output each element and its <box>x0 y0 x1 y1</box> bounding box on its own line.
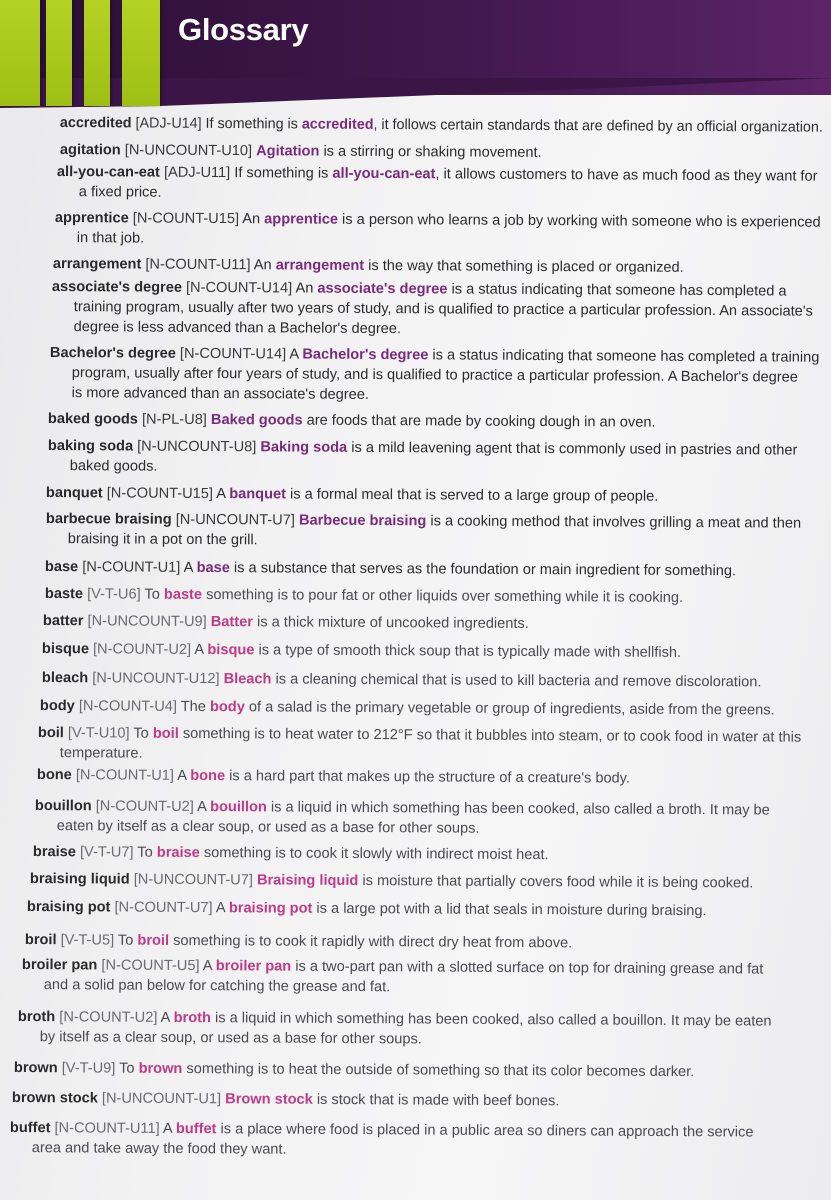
entry-pos: [N-COUNT-U2] <box>95 798 194 815</box>
entry-term: agitation <box>59 141 121 159</box>
entry-continuation: eaten by itself as a clear soup, or used as a base for other soups. <box>56 818 480 837</box>
entry-definition: is a status indicating that someone has completed a training <box>432 347 820 366</box>
entry-term: base <box>44 558 79 576</box>
entry-keyword: bouillon <box>210 799 267 816</box>
entry-term: brown <box>13 1060 58 1077</box>
entry-continuation: degree is less advanced than a Bachelor's degree. <box>73 319 402 338</box>
entry-keyword: Barbecue braising <box>298 512 427 530</box>
entry-keyword: braise <box>156 844 200 862</box>
entry-definition-start: An <box>295 280 314 297</box>
entry-pos: [N-UNCOUNT-U9] <box>87 613 207 631</box>
entry-pos: [N-COUNT-U2] <box>59 1009 158 1026</box>
entry-definition: is a cleaning chemical that is used to kill bacteria and remove discoloration. <box>275 671 762 691</box>
glossary-entry <box>48 409 656 433</box>
glossary-entry <box>33 842 549 865</box>
entry-definition-start: A <box>216 486 226 503</box>
entry-term: baked goods <box>47 410 139 428</box>
entry-definition-start: To <box>137 844 153 861</box>
entry-keyword: baste <box>163 586 203 603</box>
entry-definition: something is to heat water to 212°F so that it bubbles into steam, or to cook food in water at this <box>182 725 802 746</box>
entry-pos: [N-COUNT-U15] <box>132 210 240 228</box>
entry-keyword: arrangement <box>275 257 365 274</box>
entry-keyword: apprentice <box>264 211 339 228</box>
entry-term: braise <box>32 843 76 861</box>
entry-term: Bachelor's degree <box>49 344 176 362</box>
glossary-entry <box>37 765 630 789</box>
entry-definition: are foods that are made by cooking dough in an oven. <box>306 412 656 431</box>
entry-term: associate's degree <box>51 278 183 296</box>
entry-term: broth <box>17 1008 56 1026</box>
entry-term: arrangement <box>52 255 142 273</box>
entry-pos: [N-COUNT-U11] <box>145 256 251 274</box>
entry-definition: is a formal meal that is served to a large group of people. <box>290 486 659 505</box>
entry-term: bouillon <box>34 797 92 815</box>
entry-keyword: Batter <box>210 614 254 631</box>
entry-keyword: broth <box>173 1009 211 1027</box>
entry-keyword: base <box>196 559 230 577</box>
entry-term: accredited <box>59 114 132 132</box>
entry-term: body <box>39 697 75 715</box>
entry-keyword: brown <box>138 1060 183 1078</box>
entry-pos: [V-T-U6] <box>87 586 141 603</box>
glossary-entry <box>25 930 572 953</box>
entry-keyword: broiler pan <box>215 958 292 975</box>
glossary-entry <box>27 897 707 921</box>
entry-keyword: braising pot <box>228 900 313 917</box>
entry-definition-start: To <box>119 1060 135 1077</box>
entry-definition-start: To <box>144 586 160 603</box>
entry-definition: is a stirring or shaking movement. <box>323 143 542 161</box>
entry-definition: is a hard part that makes up the structure of a creature's body. <box>229 768 631 787</box>
entry-definition-start: A <box>289 346 299 363</box>
entry-pos: [N-UNCOUNT-U8] <box>137 438 257 456</box>
entry-pos: [V-T-U5] <box>60 932 115 949</box>
entry-pos: [N-UNCOUNT-U12] <box>92 670 220 688</box>
glossary-entry <box>46 509 801 554</box>
entry-term: broiler pan <box>21 956 98 974</box>
entry-definition-start: A <box>215 900 225 917</box>
entry-keyword: body <box>209 699 245 716</box>
entry-definition: is a status indicating that someone has completed a <box>451 281 787 300</box>
entry-term: buffet <box>9 1120 51 1137</box>
entry-definition-start: A <box>197 798 207 816</box>
entry-definition: is a mild leavening agent that is commonly used in pastries and other <box>351 439 798 459</box>
entry-term: braising liquid <box>29 870 130 888</box>
entry-definition: is a liquid in which something has been cooked, also called a bouillon. It may be eaten <box>214 1010 772 1030</box>
glossary-entry <box>30 869 754 893</box>
entry-definition: is a type of smooth thick soup that is typically made with shellfish. <box>258 642 682 661</box>
entry-term: banquet <box>45 484 103 502</box>
entry-term: batter <box>42 612 84 630</box>
entry-continuation: baked goods. <box>69 458 158 475</box>
entry-definition: something is to cook it rapidly with direct dry heat from above. <box>173 932 573 952</box>
entry-definition-start: An <box>253 257 272 274</box>
glossary-entry <box>18 1007 772 1052</box>
entry-term: braising pot <box>26 898 111 916</box>
entry-term: apprentice <box>54 209 129 227</box>
entry-definition-start: If something is <box>205 115 298 133</box>
entry-definition: something is to cook it slowly with indirect moist heat. <box>203 845 549 864</box>
glossary-entry <box>57 162 818 207</box>
glossary-entry <box>60 140 542 163</box>
entry-keyword: accredited <box>301 116 374 133</box>
entry-continuation: temperature. <box>59 745 143 762</box>
entry-keyword: Baking soda <box>260 439 348 456</box>
entry-keyword: Bachelor's degree <box>302 346 429 364</box>
glossary-entry <box>46 483 659 507</box>
entry-keyword: banquet <box>229 486 287 503</box>
entry-keyword: buffet <box>175 1121 217 1138</box>
entry-pos: [N-UNCOUNT-U7] <box>175 511 295 529</box>
glossary-entry <box>22 955 764 1000</box>
entry-keyword: all-you-can-eat <box>332 165 436 183</box>
glossary-entry <box>60 113 831 138</box>
entry-pos: [N-UNCOUNT-U10] <box>124 142 253 160</box>
entry-pos: [N-COUNT-U15] <box>106 485 214 503</box>
glossary-entry <box>40 696 775 720</box>
entry-definition-start: The <box>180 698 206 716</box>
entry-continuation: is more advanced than an associate's degree. <box>71 385 370 403</box>
entry-term: barbecue braising <box>45 510 172 528</box>
entry-keyword: bone <box>190 767 226 785</box>
glossary-entry <box>38 723 801 768</box>
entry-definition-start: A <box>162 1120 172 1137</box>
glossary-entry <box>42 639 681 663</box>
glossary-entry <box>10 1118 754 1163</box>
entry-keyword: bisque <box>207 642 255 659</box>
entry-continuation: training program, usually after two years of study, and is qualified to practice a particular profession. An associate's <box>73 299 813 320</box>
entry-keyword: Baked goods <box>210 411 303 429</box>
glossary-entry <box>14 1058 694 1082</box>
entry-pos: [N-COUNT-U14] <box>179 345 287 363</box>
entry-keyword: broil <box>137 932 170 949</box>
entry-pos: [ADJ-U14] <box>135 115 202 132</box>
entry-definition: something is to pour fat or other liquids over something while it is cooking. <box>206 586 684 606</box>
glossary-entry <box>50 343 820 408</box>
entry-pos: [N-COUNT-U1] <box>75 767 175 784</box>
entry-keyword: Agitation <box>256 143 320 160</box>
entry-pos: [N-UNCOUNT-U7] <box>133 871 253 889</box>
entry-definition-start: To <box>133 725 149 742</box>
entry-definition-start: An <box>242 211 261 228</box>
entry-pos: [N-COUNT-U7] <box>114 899 213 917</box>
entry-term: baking soda <box>47 437 134 455</box>
entry-definition-start: A <box>194 641 204 658</box>
entry-definition: is a place where food is placed in a public area so diners can approach the service <box>220 1121 754 1141</box>
page-title: Glossary <box>178 12 309 47</box>
entry-pos: [N-UNCOUNT-U1] <box>101 1090 222 1108</box>
entry-definition-start: To <box>117 932 134 949</box>
entry-pos: [ADJ-U11] <box>163 164 231 182</box>
entry-pos: [N-COUNT-U1] <box>82 559 181 576</box>
entry-definition-start: A <box>202 958 212 975</box>
entry-definition: is a liquid in which something has been cooked, also called a broth. It may be <box>270 799 770 819</box>
glossary-entry <box>12 1088 560 1111</box>
entry-continuation: a fixed price. <box>78 184 162 201</box>
glossary-entry <box>48 436 798 481</box>
entry-definition: is the way that something is placed or organized. <box>368 257 684 276</box>
glossary-entry <box>55 208 821 253</box>
entry-continuation: in that job. <box>76 230 145 247</box>
entry-definition: of a salad is the primary vegetable or group of ingredients, aside from the greens. <box>248 699 775 719</box>
entry-pos: [N-COUNT-U11] <box>54 1120 160 1137</box>
glossary-entry <box>42 668 762 692</box>
glossary-entry <box>52 277 813 342</box>
glossary-entry <box>53 254 684 278</box>
entry-definition-start: A <box>160 1009 170 1026</box>
entry-keyword: associate's degree <box>317 280 448 298</box>
entry-pos: [N-COUNT-U2] <box>92 641 192 658</box>
entry-continuation: braising it in a pot on the grill. <box>67 531 258 549</box>
glossary-entry <box>35 796 770 840</box>
entry-definition-start: A <box>177 767 187 784</box>
entry-definition: is a person who learns a job by working with someone who is experienced <box>342 211 821 231</box>
entry-definition: is a two-part pan with a slotted surface on top for draining grease and fat <box>295 958 764 978</box>
entry-keyword: Braising liquid <box>256 872 359 890</box>
entry-definition: something is to heat the outside of something so that its color becomes darker. <box>186 1061 695 1081</box>
glossary-entry <box>45 557 736 581</box>
entry-definition: is a cooking method that involves grilling a meat and then <box>430 513 802 532</box>
glossary-entry <box>45 584 683 608</box>
entry-term: bone <box>36 766 72 784</box>
entry-continuation: area and take away the food they want. <box>31 1140 287 1158</box>
entry-term: bleach <box>41 669 89 687</box>
entry-pos: [N-COUNT-U4] <box>78 698 178 715</box>
entry-continuation: by itself as a clear soup, or used as a base for other soups. <box>39 1029 422 1048</box>
entry-keyword: Brown stock <box>225 1091 313 1108</box>
entry-definition: is a thick mixture of uncooked ingredients. <box>256 614 529 632</box>
entry-definition-start: A <box>183 559 193 576</box>
entry-term: bisque <box>41 640 90 658</box>
entry-term: boil <box>37 724 64 742</box>
entry-term: all-you-can-eat <box>56 163 160 181</box>
entry-term: brown stock <box>11 1090 98 1107</box>
entry-pos: [N-PL-U8] <box>141 411 207 428</box>
entry-term: baste <box>44 585 84 603</box>
entry-definition: is moisture that partially covers food while it is being cooked. <box>362 873 754 892</box>
entry-definition: , it follows certain standards that are defined by an official organization. <box>373 116 823 136</box>
entry-definition: is stock that is made with beef bones. <box>316 1091 560 1110</box>
entry-pos: [N-COUNT-U14] <box>185 279 293 297</box>
glossary-entry <box>43 611 529 634</box>
entry-term: broil <box>24 931 57 949</box>
entry-pos: [V-T-U10] <box>67 725 130 742</box>
entry-pos: [V-T-U7] <box>79 844 134 861</box>
entry-pos: [N-COUNT-U5] <box>101 957 200 975</box>
entry-keyword: boil <box>152 725 179 742</box>
entry-keyword: Bleach <box>223 671 272 688</box>
entry-continuation: program, usually after four years of study, and is qualified to practice a particular profession. A Bachelor's degree <box>71 365 798 386</box>
entry-pos: [V-T-U9] <box>61 1060 116 1077</box>
entry-definition: is a substance that serves as the foundation or main ingredient for something. <box>233 560 737 580</box>
entry-continuation: and a solid pan below for catching the grease and fat. <box>43 977 391 996</box>
entry-definition: is a large pot with a lid that seals in moisture during braising. <box>316 900 707 920</box>
entry-definition-start: If something is <box>234 165 329 182</box>
entry-definition: , it allows customers to have as much food as they want for <box>435 166 818 185</box>
